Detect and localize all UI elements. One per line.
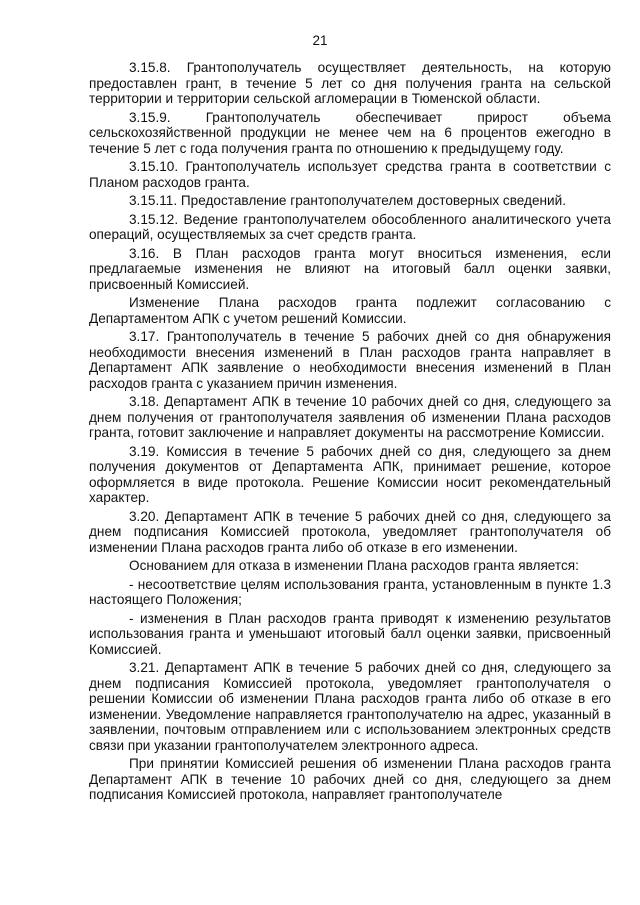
paragraph-3-15-11: 3.15.11. Предоставление грантополучателем достоверных сведений. xyxy=(129,193,567,208)
paragraph-3-15-8: 3.15.8. Грантополучатель осуществляет деятельность, на которую предоставлен грант, в течение 5 лет со дня получения гранта на сельской территории и территории сельской агломерации в Тюменской области. xyxy=(89,60,611,106)
paragraph-3-19: 3.19. Комиссия в течение 5 рабочих дней со дня, следующего за днем получения документов от Департамента АПК, принимает решение, которое оформляется в виде протокола. Решение Комиссии носит рекомендательный характер. xyxy=(89,443,611,505)
paragraph-plan-change-approval: Изменение Плана расходов гранта подлежит согласованию с Департаментом АПК с учетом решений Комиссии. xyxy=(89,295,611,326)
paragraph-3-15-9: 3.15.9. Грантополучатель обеспечивает прирост объема сельскохозяйственной продукции не менее чем на 6 процентов ежегодно в течение 5 лет с года получения гранта по отношению к предыдущему году. xyxy=(89,109,611,156)
paragraph-3-21: 3.21. Департамент АПК в течение 5 рабочих дней со дня, следующего за днем подписания Комиссией протокола, уведомляет грантополучателя о решении Комиссии об изменении Плана расходов гранта либо об отказе в его изменении. Уведомление направляется грантополучателю на адрес, указанный в заявлении, почтовым отправлением или с использованием электронных средств связи при указании грантополучателем электронного адреса. xyxy=(89,660,611,753)
list-item-refusal-2: - изменения в План расходов гранта приводят к изменению результатов использования гранта и уменьшают итоговый балл оценки заявки, присвоенный Комиссией. xyxy=(89,610,611,657)
paragraph-decision-notice: При принятии Комиссией решения об изменении Плана расходов гранта Департамент АПК в течение 10 рабочих дней со дня, следующего за днем подписания Комиссией протокола, направляет грантополучателе xyxy=(89,756,611,802)
paragraph-refusal-grounds: Основанием для отказа в изменении Плана расходов гранта является: xyxy=(129,558,579,573)
paragraph-3-16: 3.16. В План расходов гранта могут вноситься изменения, если предлагаемые изменения не влияют на итоговый балл оценки заявки, присвоенный Комиссией. xyxy=(89,245,611,292)
paragraph-3-20: 3.20. Департамент АПК в течение 5 рабочих дней со дня, следующего за днем подписания Комиссией протокола, уведомляет грантополучателя об изменении Плана расходов гранта либо об отказе в его изменении. xyxy=(89,508,611,555)
document-body xyxy=(89,60,611,806)
paragraph-3-18: 3.18. Департамент АПК в течение 10 рабочих дней со дня, следующего за днем получения от грантополучателя заявления об изменении Плана расходов гранта, готовит заключение и направляет документы на рассмотрение Комиссии. xyxy=(89,394,611,440)
paragraph-3-15-12: 3.15.12. Ведение грантополучателем обособленного аналитического учета операций, осуществляемых за счет средств гранта. xyxy=(89,211,611,242)
paragraph-3-17: 3.17. Грантополучатель в течение 5 рабочих дней со дня обнаружения необходимости внесения изменений в План расходов гранта направляет в Департамент АПК заявление о необходимости внесения изменений в План расходов гранта с указанием причин изменения. xyxy=(89,329,611,391)
list-item-refusal-1: - несоответствие целям использования гранта, установленным в пункте 1.3 настоящего Положения; xyxy=(89,576,611,607)
page-number: 21 xyxy=(312,33,328,48)
paragraph-3-15-10: 3.15.10. Грантополучатель использует средства гранта в соответствии с Планом расходов гранта. xyxy=(89,159,611,190)
